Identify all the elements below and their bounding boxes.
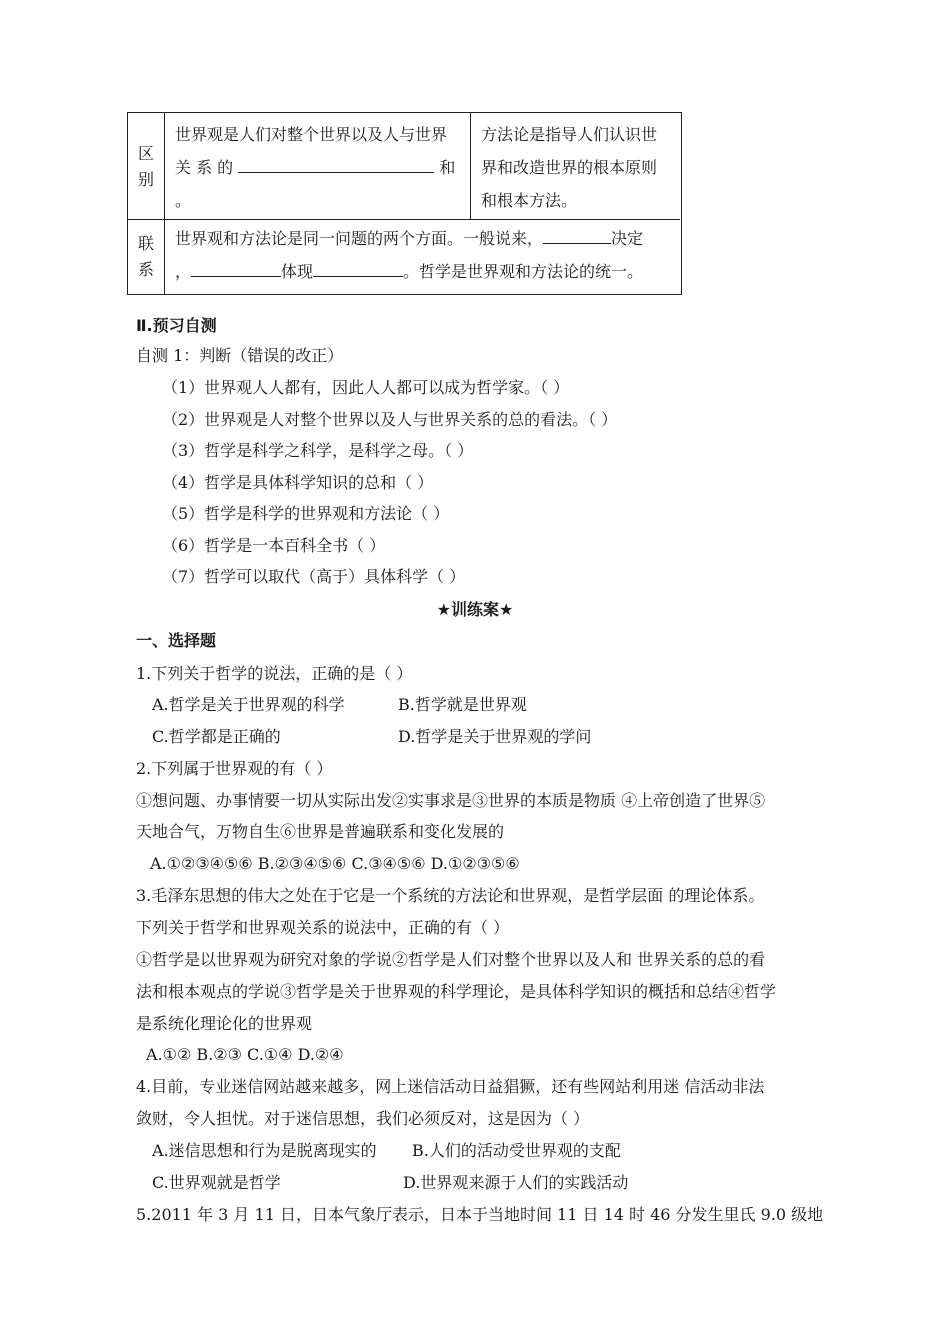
- self-test-item: （2）世界观是人对整个世界以及人与世界关系的总的看法。（ ）: [162, 410, 618, 429]
- question-4-option-d[interactable]: D.世界观来源于人们的实践活动: [403, 1173, 629, 1192]
- question-1-option-d[interactable]: D.哲学是关于世界观的学问: [398, 727, 592, 746]
- question-3-body: 是系统化理论化的世界观: [136, 1014, 313, 1033]
- self-test-item: （4）哲学是具体科学知识的总和（ ）: [162, 473, 434, 492]
- self-test-item: （7）哲学可以取代（高于）具体科学（ ）: [162, 567, 466, 586]
- table-divider: [470, 113, 471, 219]
- training-banner: ★训练案★: [436, 600, 514, 619]
- table-divider: [164, 113, 165, 294]
- question-1-option-b[interactable]: B.哲学就是世界观: [398, 695, 527, 714]
- question-1-option-a[interactable]: A.哲学是关于世界观的科学: [152, 695, 345, 714]
- self-test-item: （5）哲学是科学的世界观和方法论（ ）: [162, 504, 450, 523]
- question-4-stem: 敛财，令人担忧。对于迷信思想，我们必须反对，这是因为（ ）: [136, 1109, 590, 1128]
- question-3-body: 法和根本观点的学说③哲学是关于世界观的科学理论，是具体科学知识的概括和总结④哲学: [136, 982, 777, 1001]
- question-2-stem: 2.下列属于世界观的有（ ）: [136, 759, 333, 778]
- fill-blank[interactable]: [238, 154, 434, 173]
- question-3-options[interactable]: A.①② B.②③ C.①④ D.②④: [146, 1045, 344, 1064]
- self-test-item: （6）哲学是一本百科全书（ ）: [162, 536, 386, 555]
- fill-blank[interactable]: [313, 258, 403, 277]
- question-1-option-c[interactable]: C.哲学都是正确的: [152, 727, 281, 746]
- section-heading-self-test: Ⅱ.预习自测: [136, 316, 217, 335]
- section-heading-choice: 一、选择题: [136, 631, 217, 650]
- question-2-options[interactable]: A.①②③④⑤⑥ B.②③④⑤⑥ C.③④⑤⑥ D.①②③⑤⑥: [150, 854, 520, 873]
- question-3-stem: 3.毛泽东思想的伟大之处在于它是一个系统的方法论和世界观，是哲学层面 的理论体系。: [136, 886, 765, 905]
- question-4-option-b[interactable]: B.人们的活动受世界观的支配: [412, 1141, 621, 1160]
- table-divider: [128, 219, 680, 220]
- methodology-definition-cell: 方法论是指导人们认识世 界和改造世界的根本原则 和根本方法。: [481, 125, 658, 210]
- question-3-stem: 下列关于哲学和世界观关系的说法中，正确的有（ ）: [136, 918, 510, 937]
- self-test-item: （1）世界观人人都有，因此人人都可以成为哲学家。（ ）: [162, 378, 570, 397]
- question-3-body: ①哲学是以世界观为研究对象的学说②哲学是人们对整个世界以及人和 世界关系的总的看: [136, 950, 766, 969]
- connection-cell: 世界观和方法论是同一问题的两个方面。一般说来， 决定 ， 体现 。哲学是世界观和方法论的统一。: [175, 222, 677, 288]
- self-test-subtitle: 自测 1：判断（错误的改正）: [136, 346, 344, 365]
- row-label-distinction: 区 别: [137, 144, 154, 189]
- question-2-body: 天地合气，万物自生⑥世界是普遍联系和变化发展的: [136, 822, 505, 841]
- row-label-connection: 联 系: [137, 234, 154, 279]
- question-5-stem: 5.2011 年 3 月 11 日，日本气象厅表示，日本于当地时间 11 日 14 时 46 分发生里氏 9.0 级地: [136, 1205, 824, 1224]
- question-4-stem: 4.目前，专业迷信网站越来越多，网上迷信活动日益猖獗，还有些网站利用迷 信活动非法: [136, 1077, 765, 1096]
- question-4-option-a[interactable]: A.迷信思想和行为是脱离现实的: [152, 1141, 377, 1160]
- self-test-item: （3）哲学是科学之科学，是科学之母。（ ）: [162, 441, 474, 460]
- comparison-table: [127, 112, 682, 295]
- question-4-option-c[interactable]: C.世界观就是哲学: [152, 1173, 281, 1192]
- question-2-body: ①想问题、办事情要一切从实际出发②实事求是③世界的本质是物质 ④上帝创造了世界⑤: [136, 791, 766, 810]
- fill-blank[interactable]: [543, 225, 611, 244]
- fill-blank[interactable]: [191, 258, 281, 277]
- worldview-definition-cell: 世界观是人们对整个世界以及人与世界 关 系 的 和 。: [175, 125, 456, 210]
- question-1-stem: 1.下列关于哲学的说法，正确的是（ ）: [136, 664, 413, 683]
